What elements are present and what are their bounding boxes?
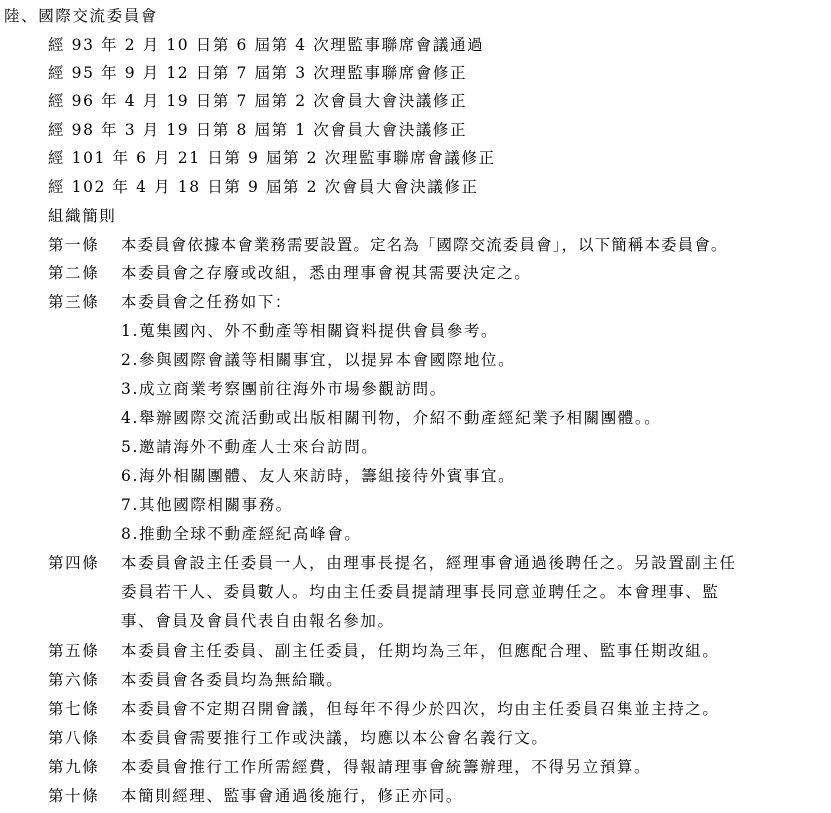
list-item: 3.成立商業考察團前往海外市場參觀訪問。: [121, 380, 447, 398]
list-item: 1.蒐集國內、外不動產等相關資料提供會員參考。: [121, 322, 499, 340]
history-line: 經 93 年 2 月 10 日第 6 屆第 4 次理監事聯席會議通過: [48, 36, 485, 54]
article-label: 第二條: [48, 264, 100, 282]
article-text: 本委員會依據本會業務需要設置。定名為「國際交流委員會」，以下簡稱本委員會。: [121, 236, 728, 254]
article-label: 第五條: [48, 642, 100, 660]
article-label: 第六條: [48, 671, 100, 689]
list-item: 8.推動全球不動產經紀高峰會。: [121, 525, 362, 543]
article-label: 第九條: [48, 758, 100, 776]
article-label: 第三條: [48, 293, 100, 311]
article-text: 本委員會設主任委員一人，由理事長提名，經理事會通過後聘任之。另設置副主任: [121, 554, 737, 572]
history-line: 經 96 年 4 月 19 日第 7 屆第 2 次會員大會決議修正: [48, 92, 468, 110]
history-line: 經 102 年 4 月 18 日第 9 屆第 2 次會員大會決議修正: [48, 178, 479, 196]
article-label: 第一條: [48, 236, 100, 254]
article-text: 本委員會之存廢或改組，悉由理事會視其需要決定之。: [121, 264, 532, 282]
rules-title: 組織簡則: [48, 207, 117, 225]
history-line: 經 101 年 6 月 21 日第 9 屆第 2 次理監事聯席會議修正: [48, 149, 496, 167]
article-label: 第十條: [48, 787, 100, 805]
article-4-continuation: 委員若干人、委員數人。均由主任委員提請理事長同意並聘任之。本會理事、監: [121, 583, 720, 601]
article-text: 本委員會之任務如下：: [121, 293, 293, 311]
article-text: 本委員會各委員均為無給職。: [121, 671, 344, 689]
history-line: 經 98 年 3 月 19 日第 8 屆第 1 次會員大會決議修正: [48, 121, 468, 139]
article-text: 本委員會主任委員、副主任委員，任期均為三年，但應配合理、監事任期改組。: [121, 642, 720, 660]
article-label: 第八條: [48, 729, 100, 747]
list-item: 5.邀請海外不動產人士來台訪問。: [121, 438, 379, 456]
article-label: 第七條: [48, 700, 100, 718]
article-text: 本簡則經理、監事會通過後施行，修正亦同。: [121, 787, 464, 805]
section-title: 陸、國際交流委員會: [4, 7, 158, 25]
list-item: 6.海外相關團體、友人來訪時，籌組接待外賓事宜。: [121, 467, 516, 485]
list-item: 7.其他國際相關事務。: [121, 496, 293, 514]
article-label: 第四條: [48, 554, 100, 572]
history-line: 經 95 年 9 月 12 日第 7 屆第 3 次理監事聯席會修正: [48, 64, 468, 82]
article-text: 本委員會不定期召開會議，但每年不得少於四次，均由主任委員召集並主持之。: [121, 700, 720, 718]
list-item: 4.舉辦國際交流活動或出版相關刊物，介紹不動產經紀業予相關團體。。: [121, 409, 662, 427]
article-text: 本委員會需要推行工作或決議，均應以本公會名義行文。: [121, 729, 549, 747]
list-item: 2.參與國際會議等相關事宜，以提昇本會國際地位。: [121, 351, 516, 369]
article-4-continuation: 事、會員及會員代表自由報名參加。: [121, 612, 395, 630]
article-text: 本委員會推行工作所需經費，得報請理事會統籌辦理，不得另立預算。: [121, 758, 652, 776]
